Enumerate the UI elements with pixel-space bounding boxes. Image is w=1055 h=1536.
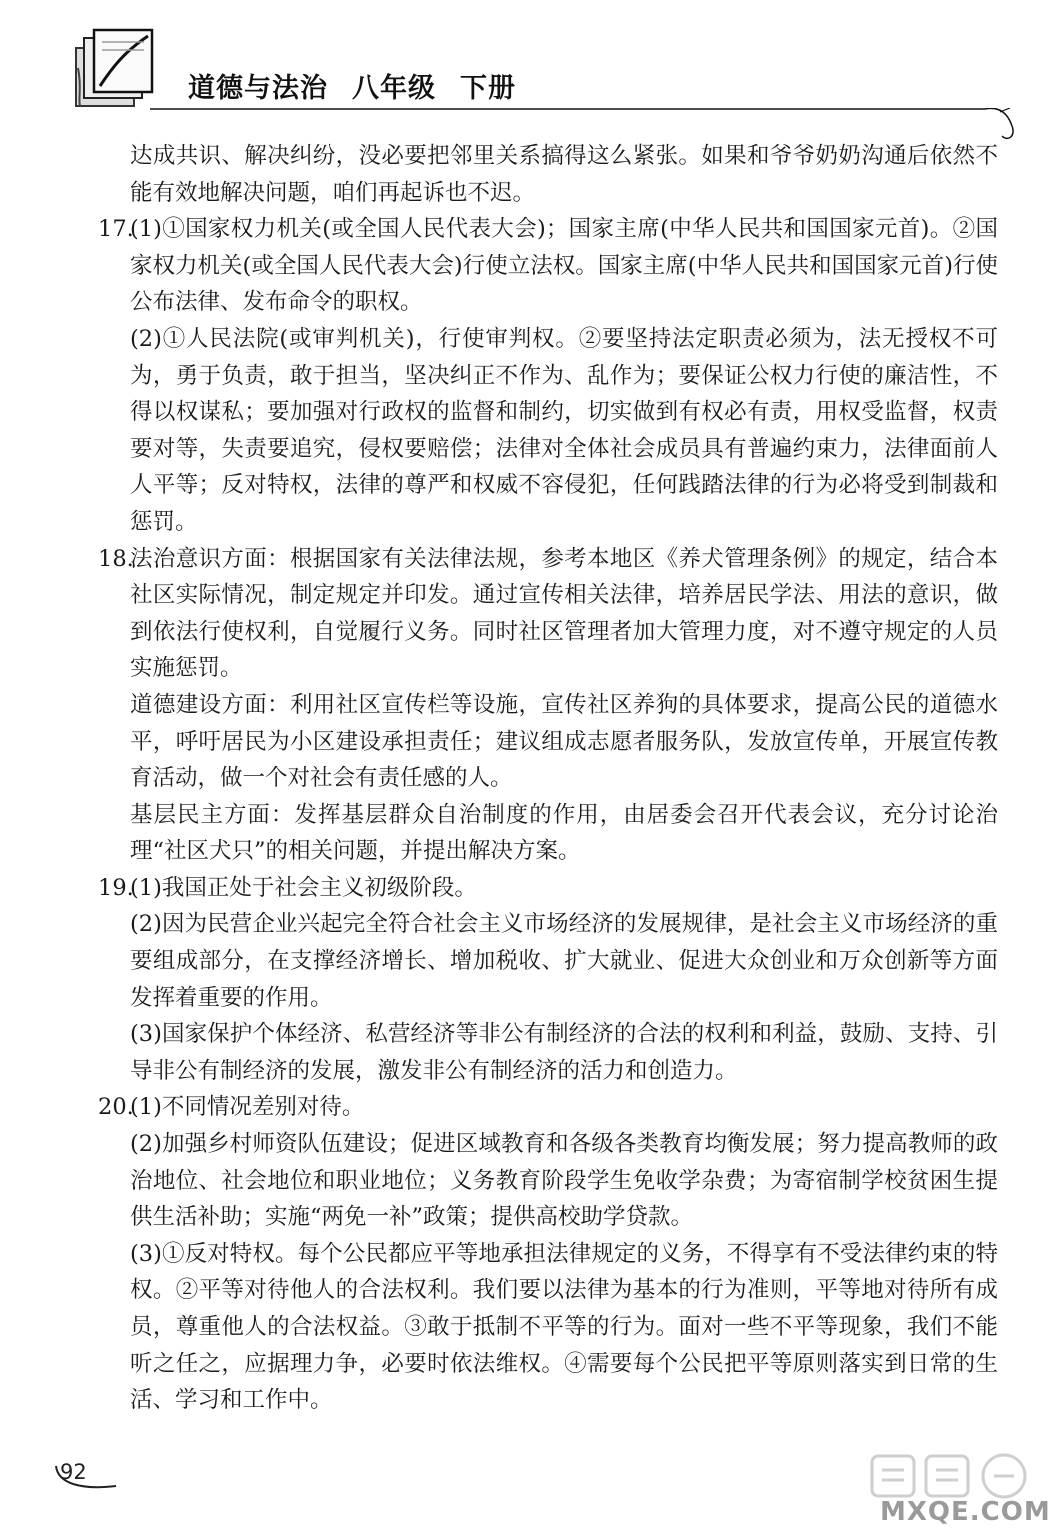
book-stack-icon: [72, 28, 162, 110]
watermark-text: MXQE.COM: [880, 1497, 1051, 1527]
question-18-part-1: 法治意识方面：根据国家有关法律法规，参考本地区《养犬管理条例》的规定，结合本社区实际情况，制定规定并印发。通过宣传相关法律，培养居民学法、用法的意识，做到依法行使权利，自觉履行义务。同时社区管理者加大管理力度，对不遵守规定的人员实施惩罚。: [130, 545, 998, 682]
question-19: [98, 870, 998, 1090]
question-20-part-3: (3)①反对特权。每个公民都应平等地承担法律规定的义务，不得享有不受法律约束的特权。②平等对待他人的合法权利。我们要以法律为基本的行为准则，平等地对待所有成员，尊重他人的合法权益。③敢于抵制不平等的行为。面对一些不平等现象，我们不能听之任之，应据理力争，必要时依法维权。④需要每个公民把平等原则落实到日常的生活、学习和工作中。: [130, 1240, 998, 1414]
question-number: 17.: [98, 216, 134, 243]
watermark-logo-icon: [870, 1450, 1040, 1500]
question-20-part-2: (2)加强乡村师资队伍建设；促进区域教育和各级各类教育均衡发展；努力提高教师的政治地位、社会地位和职业地位；义务教育阶段学生免收学杂费；为寄宿制学校贫困生提供生活补助；实施“两免一补”政策；提供高校助学贷款。: [130, 1131, 998, 1231]
question-19-part-2: (2)因为民营企业兴起完全符合社会主义市场经济的发展规律，是社会主义市场经济的重要组成部分，在支撑经济增长、增加税收、扩大就业、促进大众创业和万众创新等方面发挥着重要的作用。: [130, 911, 998, 1011]
question-number: 18.: [98, 545, 134, 572]
question-20: [98, 1089, 998, 1418]
header-subject: 道德与法治: [188, 73, 328, 104]
question-19-part-1: (1)我国正处于社会主义初级阶段。: [130, 874, 477, 901]
question-18-part-2: 道德建设方面：利用社区宣传栏等设施，宣传社区养狗的具体要求，提高公民的道德水平，呼吁居民为小区建设承担责任；建议组成志愿者服务队，发放宣传单，开展宣传教育活动，做一个对社会有责任感的人。: [130, 691, 998, 792]
question-17-part-1: (1)①国家权力机关(或全国人民代表大会)；国家主席(中华人民共和国国家元首)。②国家权力机关(或全国人民代表大会)行使立法权。国家主席(中华人民共和国国家元首)行使公布法律、发布命令的职权。: [130, 216, 998, 316]
question-20-part-1: (1)不同情况差别对待。: [130, 1094, 365, 1121]
question-19-part-3: (3)国家保护个体经济、私营经济等非公有制经济的合法的权利和利益，鼓励、支持、引导非公有制经济的发展，激发非公有制经济的活力和创造力。: [130, 1021, 998, 1084]
question-number: 19.: [98, 874, 134, 901]
answer-content: [98, 138, 998, 1419]
question-17-part-2: (2)①人民法院(或审判机关)，行使审判权。②要坚持法定职责必须为，法无授权不可为，勇于负责，敢于担当，坚决纠正不作为、乱作为；要保证公权力行使的廉洁性，不得以权谋私；要加强对行政权的监督和制约，切实做到有权必有责，用权受监督，权责要对等，失责要追究，侵权要赔偿；法律对全体社会成员具有普遍约束力，法律面前人人平等；反对特权，法律的尊严和权威不容侵犯，任何践踏法律的行为必将受到制裁和惩罚。: [130, 325, 998, 535]
question-number: 20.: [98, 1094, 134, 1121]
question-17: [98, 211, 998, 540]
header-title: [188, 66, 540, 105]
continuation-paragraph: 达成共识、解决纠纷，没必要把邻里关系搞得这么紧张。如果和爷爷奶奶沟通后依然不能有效地解决问题，咱们再起诉也不迟。: [130, 143, 998, 206]
header-volume: 下册: [460, 73, 516, 104]
question-18-part-3: 基层民主方面：发挥基层群众自治制度的作用，由居委会召开代表会议，充分讨论治理“社区犬只”的相关问题，并提出解决方案。: [130, 801, 998, 865]
header-grade: 八年级: [352, 73, 436, 104]
page-number: 92: [60, 1460, 87, 1484]
page-header: [0, 0, 1055, 140]
question-18: [98, 541, 998, 870]
